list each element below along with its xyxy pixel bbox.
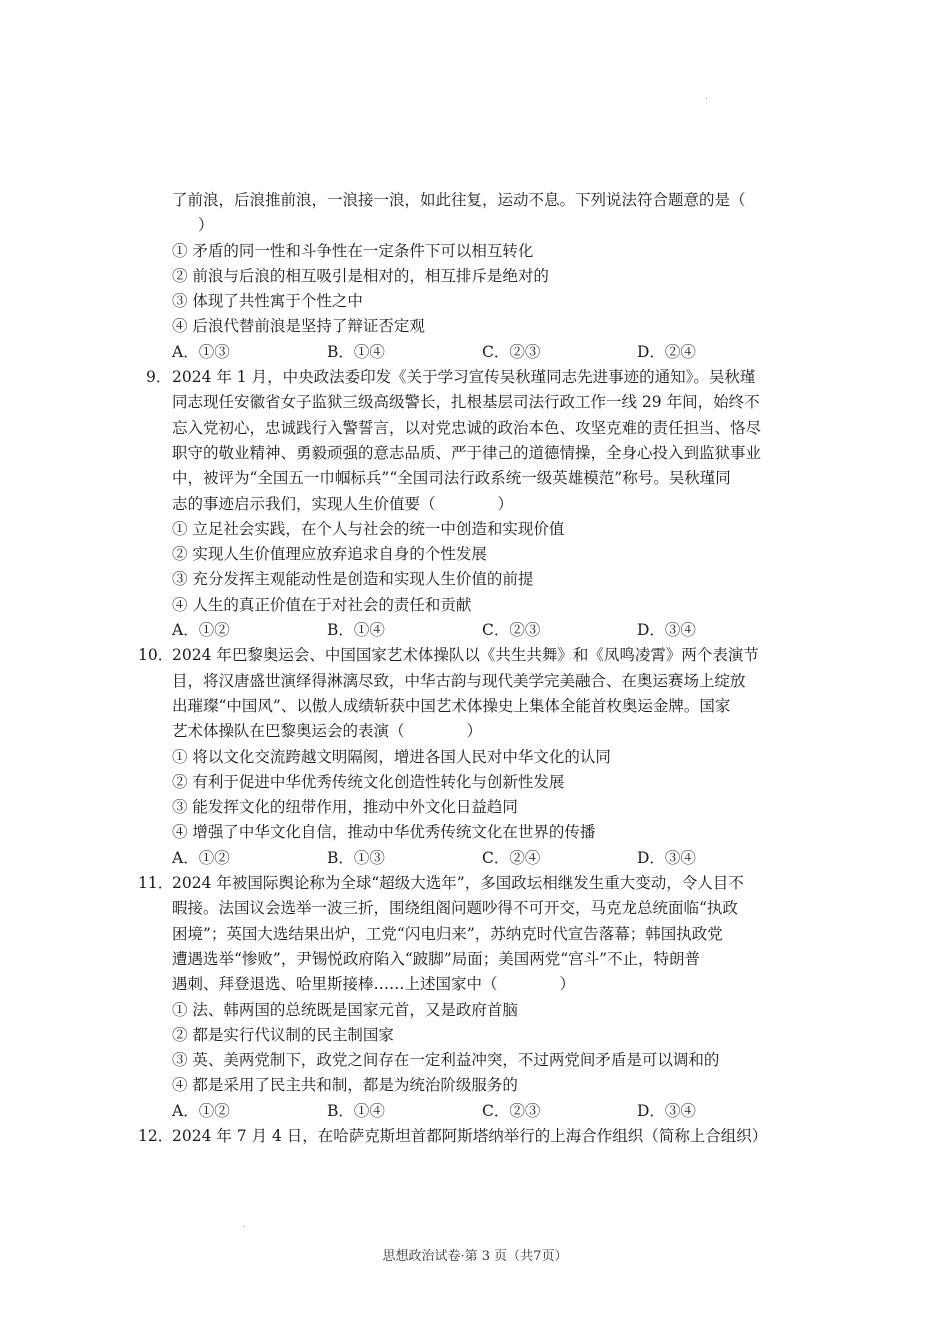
question-stem-line: 职守的敬业精神、勇毅顽强的意志品质、严于律己的道德情操，全身心投入到监狱事业 [172,443,762,462]
question-8-continued [146,188,812,365]
question-number: 9． [146,368,172,387]
question-10 [138,643,812,871]
page-footer: 思想政治试卷·第 3 页（共7页） [382,1249,568,1264]
choice-a: A．①② [172,1101,230,1120]
question-11 [138,871,812,1124]
choice-b: B．①④ [327,1101,385,1120]
question-stem-line: 2024 年 1 月，中央政法委印发《关于学习宣传吴秋瑾同志先进事迹的通知》。吴秋瑾 [172,368,756,387]
statement-option: ③ 能发挥文化的纽带作用，推动中外文化日益趋同 [172,798,518,817]
choice-b: B．①④ [327,621,385,640]
question-12 [138,1124,812,1149]
page-content [138,188,812,1149]
question-stem-line: 出璀璨“中国风”、以傲人成绩斩获中国艺术体操史上集体全能首枚奥运金牌。国家 [172,696,731,715]
question-stem-line: 艺术体操队在巴黎奥运会的表演（ ） [172,722,483,741]
question-stem-line: ） [198,216,214,235]
statement-option: ④ 增强了中华文化自信，推动中华优秀传统文化在世界的传播 [172,823,596,842]
question-stem-line: 2024 年 7 月 4 日，在哈萨克斯坦首都阿斯塔纳举行的上海合作组织（简称上合组织） [172,1126,768,1145]
choice-a: A．①② [172,621,230,640]
statement-option: ① 矛盾的同一性和斗争性在一定条件下可以相互转化 [172,241,534,260]
choice-d: D．③④ [637,848,696,867]
question-stem-line: 忘入党初心，忠诚践行入警誓言，以对党忠诚的政治本色、攻坚克难的责任担当、恪尽 [172,418,762,437]
question-stem-line: 2024 年巴黎奥运会、中国国家艺术体操队以《共生共舞》和《凤鸣凌霄》两个表演节 [172,646,759,665]
statement-option: ③ 充分发挥主观能动性是创造和实现人生价值的前提 [172,570,534,589]
question-stem-line: 志的事迹启示我们，实现人生价值要（ ） [172,494,514,513]
statement-option: ④ 人生的真正价值在于对社会的责任和贡献 [172,595,472,614]
answer-choices [146,846,812,871]
statement-option: ① 将以文化交流跨越文明隔阂，增进各国人民对中华文化的认同 [172,747,611,766]
scan-speck [706,98,707,99]
question-stem-line: 中，被评为“全国五一巾帼标兵”“全国司法行政系统一级英雄模范”称号。吴秋瑾同 [172,469,731,488]
statement-option: ③ 英、美两党制下，政党之间存在一定利益冲突，不过两党间矛盾是可以调和的 [172,1051,720,1070]
choice-b: B．①③ [327,848,385,867]
statement-option: ① 法、韩两国的总统既是国家元首，又是政府首脑 [172,1000,518,1019]
question-number: 11． [138,874,174,893]
choice-d: D．③④ [637,1101,696,1120]
statement-option: ④ 都是采用了民主共和制，都是为统治阶级服务的 [172,1076,518,1095]
choice-c: C．②③ [482,1101,541,1120]
question-first-line [138,871,812,896]
choice-a: A．①③ [172,342,230,361]
choice-c: C．②③ [482,342,541,361]
choice-d: D．②④ [637,342,696,361]
question-stem-line: 困境”；英国大选结果出炉，工党“闪电归来”，苏纳克时代宣告落幕；韩国执政党 [172,924,723,943]
scan-speck [244,1226,245,1227]
statement-option: ② 实现人生价值理应放弃追求自身的个性发展 [172,545,487,564]
choice-b: B．①④ [327,342,385,361]
question-9 [146,365,812,643]
choice-c: C．②③ [482,621,541,640]
statement-option: ② 前浪与后浪的相互吸引是相对的，相互排斥是绝对的 [172,266,549,285]
question-first-line [138,1124,812,1149]
choice-a: A．①② [172,848,230,867]
question-stem-line: 了前浪，后浪推前浪，一浪接一浪，如此往复，运动不息。下列说法符合题意的是（ [172,191,746,209]
choice-c: C．②④ [482,848,541,867]
statement-option: ③ 体现了共性寓于个性之中 [172,292,363,311]
answer-choices [146,340,812,365]
question-stem-line: 目，将汉唐盛世演绎得淋漓尽致，中华古韵与现代美学完美融合、在奥运赛场上绽放 [172,671,746,690]
question-stem-line: 同志现任安徽省女子监狱三级高级警长，扎根基层司法行政工作一线 29 年间，始终不 [172,393,760,412]
question-stem-line: 暇接。法国议会选举一波三折，围绕组阁问题吵得不可开交，马克龙总统面临“执政 [172,899,738,918]
question-first-line [146,365,812,390]
statement-option: ② 都是实行代议制的民主制国家 [172,1025,394,1044]
question-number: 12． [138,1126,174,1145]
question-number: 10． [138,646,174,665]
question-stem-line: 2024 年被国际舆论称为全球“超级大选年”，多国政坛相继发生重大变动，令人目不 [172,874,744,893]
choice-d: D．③④ [637,621,696,640]
answer-choices [146,618,812,643]
statement-option: ④ 后浪代替前浪是坚持了辩证否定观 [172,317,425,336]
statement-option: ① 立足社会实践，在个人与社会的统一中创造和实现价值 [172,519,565,538]
question-first-line [138,643,812,668]
question-stem-line: 遭遇选举“惨败”，尹锡悦政府陷入“跛脚”局面；美国两党“宫斗”不止，特朗普 [172,949,701,968]
question-stem-line: 遇刺、拜登退选、哈里斯接棒……上述国家中（ ） [172,975,576,994]
answer-choices [146,1099,812,1124]
statement-option: ② 有利于促进中华优秀传统文化创造性转化与创新性发展 [172,772,565,791]
